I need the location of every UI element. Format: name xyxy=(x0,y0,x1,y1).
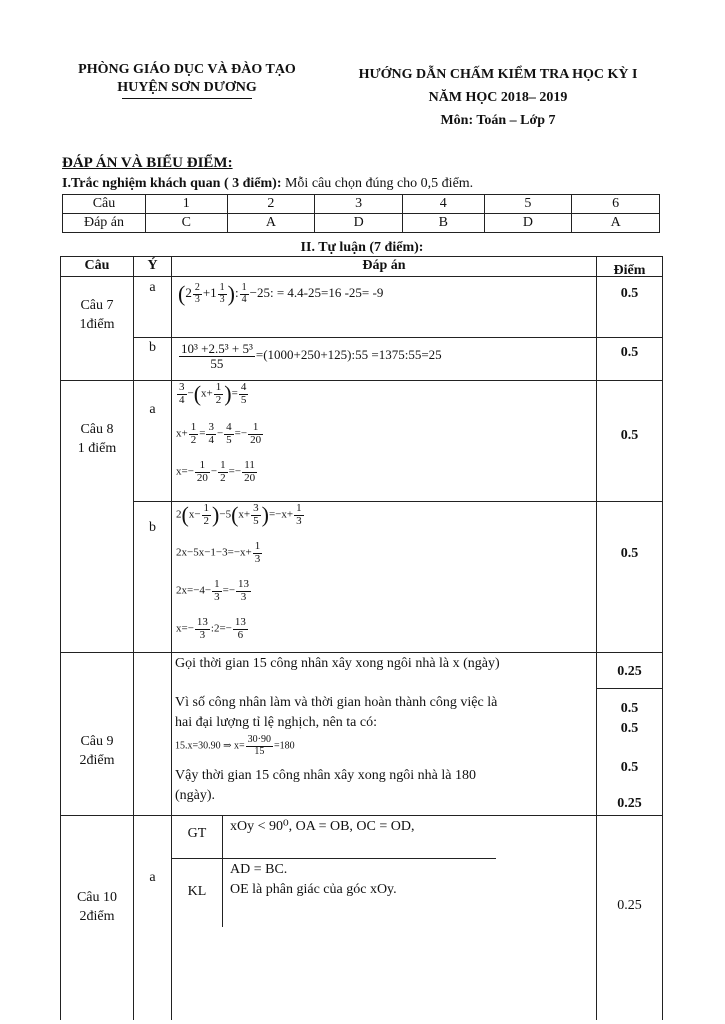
q7a-answer: (2 $\frac{2}{3}$ +1 $\frac{1}{3}$ ): $\frac{1}{4}$ −25: = 4.4-25=16 -25= -9 xyxy=(178,281,384,306)
q9-label: Câu 9 2điểm xyxy=(79,734,115,768)
q9-score: 0.5 xyxy=(620,701,639,716)
part1-heading xyxy=(62,176,473,192)
q10a-subpart: a xyxy=(149,870,156,885)
q8-label: Câu 8 1 điểm xyxy=(77,422,117,456)
q9-line1: Gọi thời gian 15 công nhân xây xong ngôi nhà là x (ngày) xyxy=(175,656,500,671)
col-cau: Câu xyxy=(84,258,110,273)
mcq-answer: D xyxy=(484,214,572,233)
mcq-question: 6 xyxy=(572,195,660,214)
q7a-subpart: a xyxy=(149,280,156,295)
q9-score: 0.25 xyxy=(617,796,642,811)
q7b-subpart: b xyxy=(149,340,156,355)
mcq-question: 5 xyxy=(484,195,572,214)
mcq-answer: B xyxy=(402,214,484,233)
mcq-question: 4 xyxy=(402,195,484,214)
dept-name: PHÒNG GIÁO DỤC VÀ ĐÀO TẠO xyxy=(78,62,296,77)
q9-score: 0.5 xyxy=(620,760,639,775)
part1-heading-bold: I.Trắc nghiệm khách quan ( 3 điểm): xyxy=(62,176,282,191)
mcq-table xyxy=(62,194,660,233)
header-underline xyxy=(122,98,252,99)
q8a-subpart: a xyxy=(149,402,156,417)
gt-text: xOy < 90⁰, OA = OB, OC = OD, xyxy=(230,819,415,834)
school-year: NĂM HỌC 2018– 2019 xyxy=(428,90,568,105)
mcq-answer: D xyxy=(315,214,403,233)
kl-line2: OE là phân giác của góc xOy. xyxy=(230,882,397,897)
col-y: Ý xyxy=(147,258,158,273)
gt-label: GT xyxy=(187,826,207,841)
section-title: ĐÁP ÁN VÀ BIỂU ĐIỂM: xyxy=(62,155,233,171)
part1-heading-rest: Mỗi câu chọn đúng cho 0,5 điểm. xyxy=(281,176,474,191)
q8b-subpart: b xyxy=(149,520,156,535)
doc-title: HƯỚNG DẪN CHẤM KIỂM TRA HỌC KỲ I xyxy=(358,67,638,82)
kl-line1: AD = BC. xyxy=(230,862,288,877)
mcq-row-label: Câu xyxy=(63,195,146,214)
q8a-answer: $\frac{3}{4}$ −(x+ $\frac{1}{2}$ )= $\frac{4}{5}$ x+ $\frac{1}{2}$ = $\frac{3}{4}$ − $\frac{4}{5}$ =− $\frac{1}{20}$ x=− $\frac{1}{20}$ − $\frac{1}{2}$ =− $\frac{11}{20}$ xyxy=(176,381,262,484)
q10a-score: 0.25 xyxy=(617,898,642,913)
q7a-score: 0.5 xyxy=(620,286,639,301)
q10-label: Câu 10 2điểm xyxy=(76,890,118,924)
subject-line: Môn: Toán – Lớp 7 xyxy=(440,113,556,128)
mcq-answer: A xyxy=(227,214,315,233)
q9-line3: hai đại lượng tỉ lệ nghịch, nên ta có: xyxy=(175,715,377,730)
q8b-score: 0.5 xyxy=(620,546,639,561)
mcq-question: 1 xyxy=(146,195,228,214)
q9-equation: 15.x=30.90 ⇒ x= $\frac{30\cdot 90}{15}$ =180 xyxy=(175,734,295,757)
q9-score: 0.5 xyxy=(620,721,639,736)
q8a-score: 0.5 xyxy=(620,428,639,443)
kl-label: KL xyxy=(187,884,207,899)
q9-line6: (ngày). xyxy=(175,788,216,803)
col-dapan: Đáp án xyxy=(362,258,406,273)
part2-heading: II. Tự luận (7 điểm): xyxy=(300,240,424,255)
q7b-answer: $\frac{\text{10³ +2.5³ + 5³}}{55}$ =(1000+250+125):55 =1375:55=25 xyxy=(181,341,442,371)
q7b-score: 0.5 xyxy=(620,345,639,360)
col-diem: Điểm xyxy=(613,263,646,278)
q7-label: Câu 7 1điểm xyxy=(79,298,115,332)
mcq-question: 2 xyxy=(227,195,315,214)
mcq-answer: A xyxy=(572,214,660,233)
q9-line5: Vậy thời gian 15 công nhân xây xong ngôi nhà là 180 xyxy=(175,768,476,783)
q9-score: 0.25 xyxy=(617,664,642,679)
mcq-answer: C xyxy=(146,214,228,233)
q9-line2: Vì số công nhân làm và thời gian hoàn thành công việc là xyxy=(175,695,498,710)
q8b-answer: 2(x− $\frac{1}{2}$ )−5(x+ $\frac{3}{5}$ )=−x+ $\frac{1}{3}$ 2x−5x−1−3=−x+ $\frac{1}{3}$ 2x=−4− $\frac{1}{3}$ =− $\frac{13}{3}$ x=− $\frac{13}{3}$ :2=− $\frac{13}{6}$ xyxy=(176,502,302,641)
mcq-question: 3 xyxy=(315,195,403,214)
district-name: HUYỆN SƠN DƯƠNG xyxy=(117,80,257,95)
mcq-row-label: Đáp án xyxy=(63,214,146,233)
